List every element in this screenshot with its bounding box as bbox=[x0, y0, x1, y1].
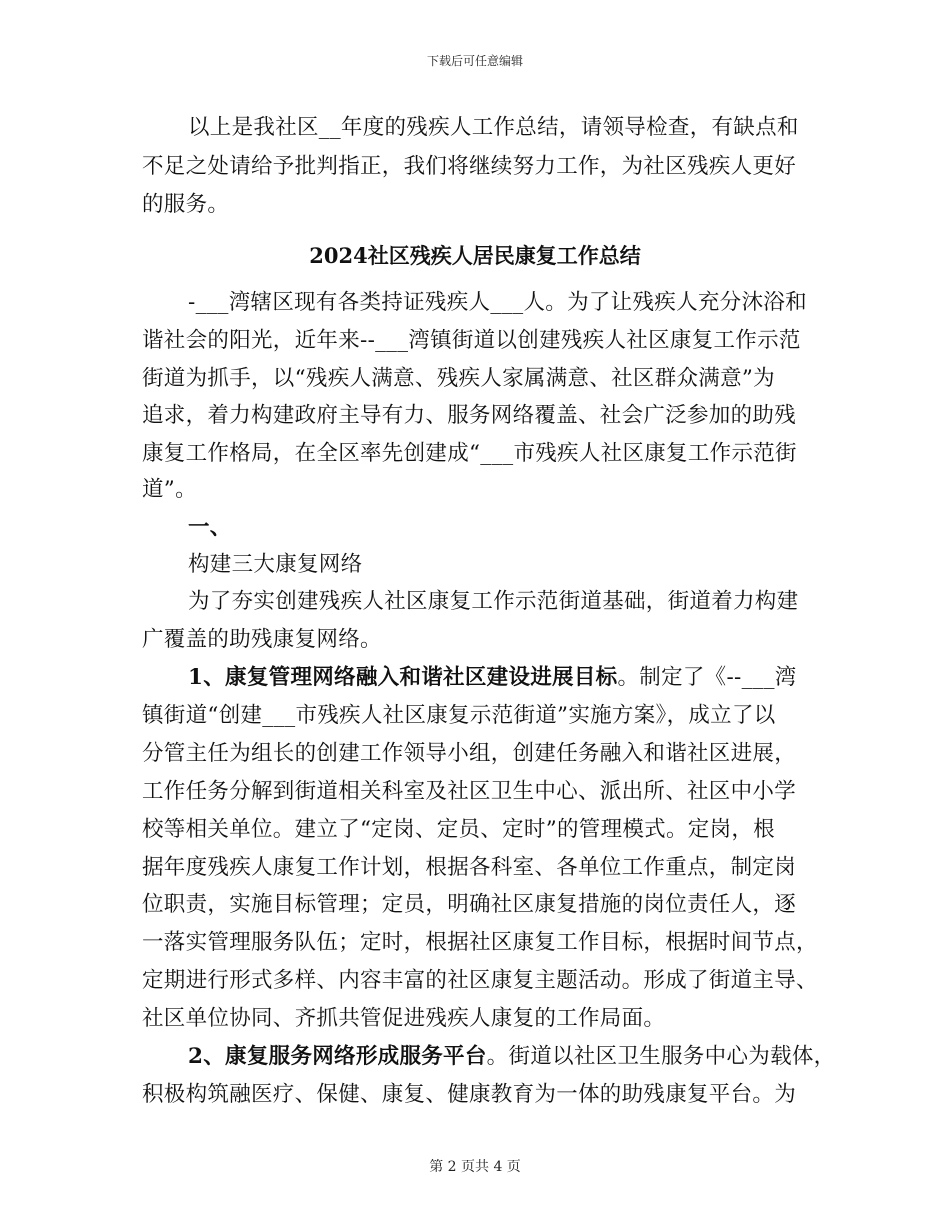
section-number: 一、 bbox=[188, 515, 232, 540]
subheading-bold: 1、康复管理网络融入和谐社区建设进展目标 bbox=[188, 665, 618, 690]
paragraph-line: 追求，着力构建政府主导有力、服务网络覆盖、社会广泛参加的助残 bbox=[142, 403, 797, 428]
paragraph-line: 社区单位协同、齐抓共管促进残疾人康复的工作局面。 bbox=[142, 1006, 666, 1031]
paragraph-line: 为了夯实创建残疾人社区康复工作示范街道基础，街道着力构建 bbox=[188, 589, 799, 614]
paragraph-line: 道”。 bbox=[142, 477, 197, 502]
page-header: 下载后可任意编辑 bbox=[426, 54, 523, 68]
paragraph-line: 据年度残疾人康复工作计划，根据各科室、各单位工作重点，制定岗 bbox=[142, 855, 797, 880]
paragraph-line: 工作任务分解到街道相关科室及社区卫生中心、派出所、社区中小学 bbox=[142, 779, 797, 804]
paragraph-text: 。街道以社区卫生服务中心为载体， bbox=[486, 1044, 836, 1069]
paragraph-line: 不足之处请给予批判指正，我们将继续努力工作，为社区残疾人更好 bbox=[142, 154, 797, 179]
paragraph-line: 定期进行形式多样、内容丰富的社区康复主题活动。形成了街道主导、 bbox=[142, 968, 818, 993]
paragraph-line: 积极构筑融医疗、保健、康复、健康教育为一体的助残康复平台。为 bbox=[142, 1082, 797, 1107]
paragraph-line bbox=[188, 666, 832, 690]
subheading-bold: 2、康复服务网络形成服务平台 bbox=[188, 1044, 487, 1069]
paragraph-line: 以上是我社区__年度的残疾人工作总结，请领导检查，有缺点和 bbox=[188, 115, 799, 140]
paragraph-line: 一落实管理服务队伍；定时，根据社区康复工作目标，根据时间节点， bbox=[142, 930, 818, 955]
page-footer: 第 2 页共 4 页 bbox=[429, 1159, 521, 1175]
section-heading: 构建三大康复网络 bbox=[188, 552, 363, 577]
document-title: 2024社区残疾人居民康复工作总结 bbox=[309, 243, 641, 268]
paragraph-line: 分管主任为组长的创建工作领导小组，创建任务融入和谐社区进展， bbox=[142, 741, 797, 766]
paragraph-line: 康复工作格局，在全区率先创建成“___市残疾人社区康复工作示范街 bbox=[142, 441, 797, 466]
paragraph-line: 校等相关单位。建立了“定岗、定员、定时”的管理模式。定岗，根 bbox=[142, 817, 775, 842]
paragraph-line: 谐社会的阳光，近年来--___湾镇街道以创建残疾人社区康复工作示范 bbox=[142, 328, 801, 353]
paragraph-line bbox=[188, 1044, 836, 1069]
paragraph-line: -___湾辖区现有各类持证残疾人___人。为了让残疾人充分沐浴和 bbox=[188, 290, 807, 315]
paragraph-line: 的服务。 bbox=[142, 192, 230, 217]
paragraph-line: 镇街道“创建___市残疾人社区康复示范街道”实施方案》，成立了以 bbox=[142, 703, 776, 728]
paragraph-text: 。制定了《--___湾 bbox=[617, 665, 797, 690]
paragraph-line: 位职责，实施目标管理；定员，明确社区康复措施的岗位责任人，逐 bbox=[142, 892, 797, 917]
paragraph-line: 广覆盖的助残康复网络。 bbox=[142, 627, 382, 652]
paragraph-line: 街道为抓手，以“残疾人满意、残疾人家属满意、社区群众满意”为 bbox=[142, 366, 775, 391]
